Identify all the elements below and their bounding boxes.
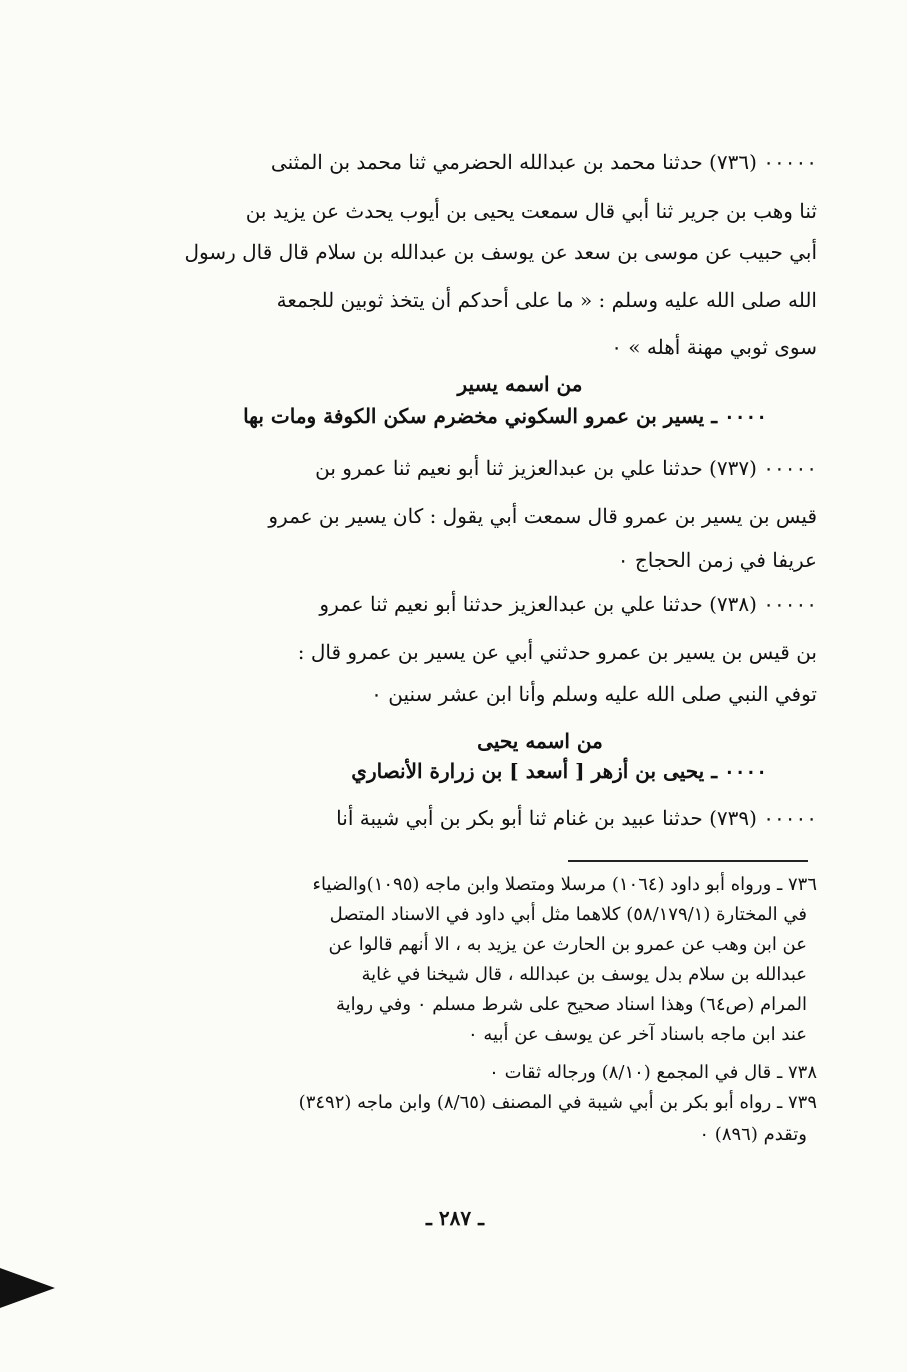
text-line: ٠٠٠٠٠ (٧٣٦) حدثنا محمد بن عبدالله الحضرمي ثنا محمد بن المثنى bbox=[270, 150, 817, 174]
text-line: قيس بن يسير بن عمرو قال سمعت أبي يقول : كان يسير بن عمرو bbox=[268, 504, 817, 528]
text-line: سوى ثوبي مهنة أهله » ٠ bbox=[611, 335, 817, 359]
text-line: عريفا في زمن الحجاج ٠ bbox=[617, 548, 817, 572]
footnote-line: في المختارة (٥٨/١٧٩/١) كلاهما مثل أبي داود في الاسناد المتصل bbox=[329, 904, 807, 925]
footnote-line: ٧٣٦ ـ ورواه أبو داود (١٠٦٤) مرسلا ومتصلا وابن ماجه (١٠٩٥)والضياء bbox=[312, 874, 817, 895]
page-number: ـ ٢٨٧ ـ bbox=[426, 1206, 484, 1230]
footnote-line: وتقدم (٨٩٦) ٠ bbox=[699, 1124, 807, 1145]
footnote-line: ٧٣٩ ـ رواه أبو بكر بن أبي شيبة في المصنف (٨/٦٥) وابن ماجه (٣٤٩٢) bbox=[298, 1092, 817, 1113]
text-line: ٠٠٠٠٠ (٧٣٧) حدثنا علي بن عبدالعزيز ثنا أبو نعيم ثنا عمرو بن bbox=[315, 456, 817, 480]
text-line: الله صلى الله عليه وسلم : « ما على أحدكم أن يتخذ ثوبين للجمعة bbox=[276, 288, 817, 312]
section-title: من اسمه يحيى bbox=[477, 729, 603, 753]
section-subtitle: ٠٠٠٠ ـ يسير بن عمرو السكوني مخضرم سكن الكوفة ومات بها bbox=[243, 404, 767, 428]
corner-shadow bbox=[0, 1268, 55, 1308]
section-title: من اسمه يسير bbox=[457, 372, 583, 396]
text-line: ثنا وهب بن جرير ثنا أبي قال سمعت يحيى بن أيوب يحدث عن يزيد بن bbox=[245, 199, 817, 223]
footnote-line: ٧٣٨ ـ قال في المجمع (٨/١٠) ورجاله ثقات ٠ bbox=[489, 1062, 817, 1083]
footnote-line: المرام (ص٦٤) وهذا اسناد صحيح على شرط مسلم ٠ وفي رواية bbox=[336, 994, 807, 1015]
text-line: توفي النبي صلى الله عليه وسلم وأنا ابن عشر سنين ٠ bbox=[371, 682, 817, 706]
text-line: ٠٠٠٠٠ (٧٣٨) حدثنا علي بن عبدالعزيز حدثنا أبو نعيم ثنا عمرو bbox=[319, 592, 817, 616]
footnote-line: عن ابن وهب عن عمرو بن الحارث عن يزيد به ، الا أنهم قالوا عن bbox=[328, 934, 807, 955]
text-line: أبي حبيب عن موسى بن سعد عن يوسف بن عبدالله بن سلام قال قال رسول bbox=[184, 240, 817, 264]
section-subtitle: ٠٠٠٠ ـ يحيى بن أزهر [ أسعد ] بن زرارة الأنصاري bbox=[351, 759, 767, 783]
text-line: ٠٠٠٠٠ (٧٣٩) حدثنا عبيد بن غنام ثنا أبو بكر بن أبي شيبة أنا bbox=[336, 806, 817, 830]
footnote-separator bbox=[568, 860, 808, 862]
footnote-line: عبدالله بن سلام بدل يوسف بن عبدالله ، قال شيخنا في غاية bbox=[361, 964, 807, 985]
text-line: بن قيس بن يسير بن عمرو حدثني أبي عن يسير بن عمرو قال : bbox=[297, 640, 817, 664]
footnote-line: عند ابن ماجه باسناد آخر عن يوسف عن أبيه ٠ bbox=[468, 1024, 807, 1045]
